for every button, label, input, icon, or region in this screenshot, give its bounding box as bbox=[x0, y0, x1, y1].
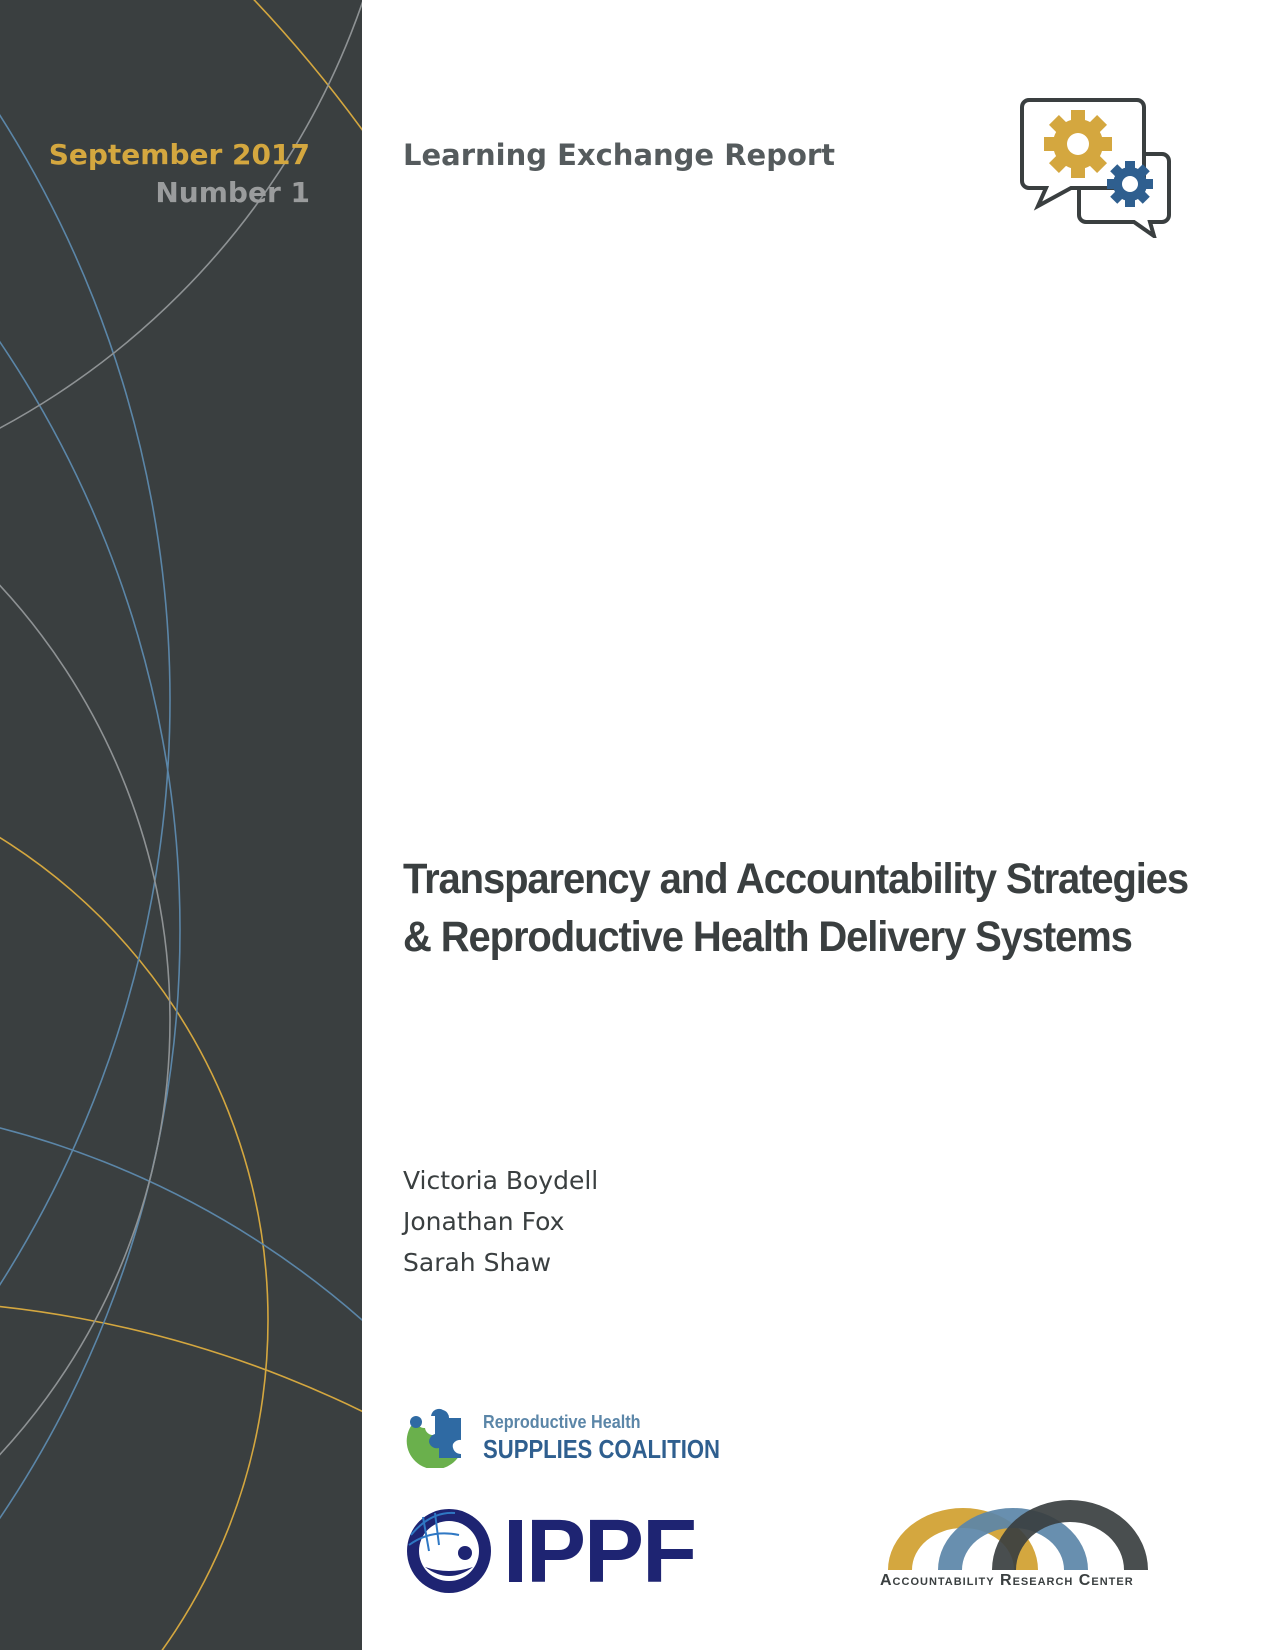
arches-icon bbox=[878, 1488, 1178, 1572]
author-name: Jonathan Fox bbox=[403, 1207, 565, 1236]
ippf-logo bbox=[403, 1502, 723, 1602]
speech-bubbles-gears-icon bbox=[1020, 98, 1180, 238]
arc-logo bbox=[878, 1488, 1178, 1598]
decorative-arcs bbox=[0, 0, 362, 1650]
report-date: September 2017 bbox=[48, 138, 310, 171]
puzzle-piece-icon bbox=[403, 1408, 469, 1468]
title-line-1: Transparency and Accountability Strategies bbox=[403, 855, 1189, 903]
series-label: Learning Exchange Report bbox=[403, 138, 836, 172]
title-line-2: & Reproductive Health Delivery Systems bbox=[403, 913, 1132, 961]
author-list bbox=[403, 1160, 598, 1283]
rhsc-logo bbox=[403, 1408, 723, 1470]
author-name: Sarah Shaw bbox=[403, 1248, 552, 1277]
ippf-wordmark: IPPF bbox=[503, 1502, 696, 1602]
author-name: Victoria Boydell bbox=[403, 1166, 599, 1195]
globe-icon bbox=[403, 1505, 495, 1597]
arc-name: Accountability Research Center bbox=[880, 1572, 1134, 1589]
cover-sidebar bbox=[0, 0, 362, 1650]
report-number: Number 1 bbox=[155, 176, 310, 209]
rhsc-name-line1: Reproductive Health bbox=[483, 1412, 641, 1432]
rhsc-name-line2: SUPPLIES COALITION bbox=[483, 1434, 720, 1464]
report-title bbox=[403, 850, 1189, 966]
